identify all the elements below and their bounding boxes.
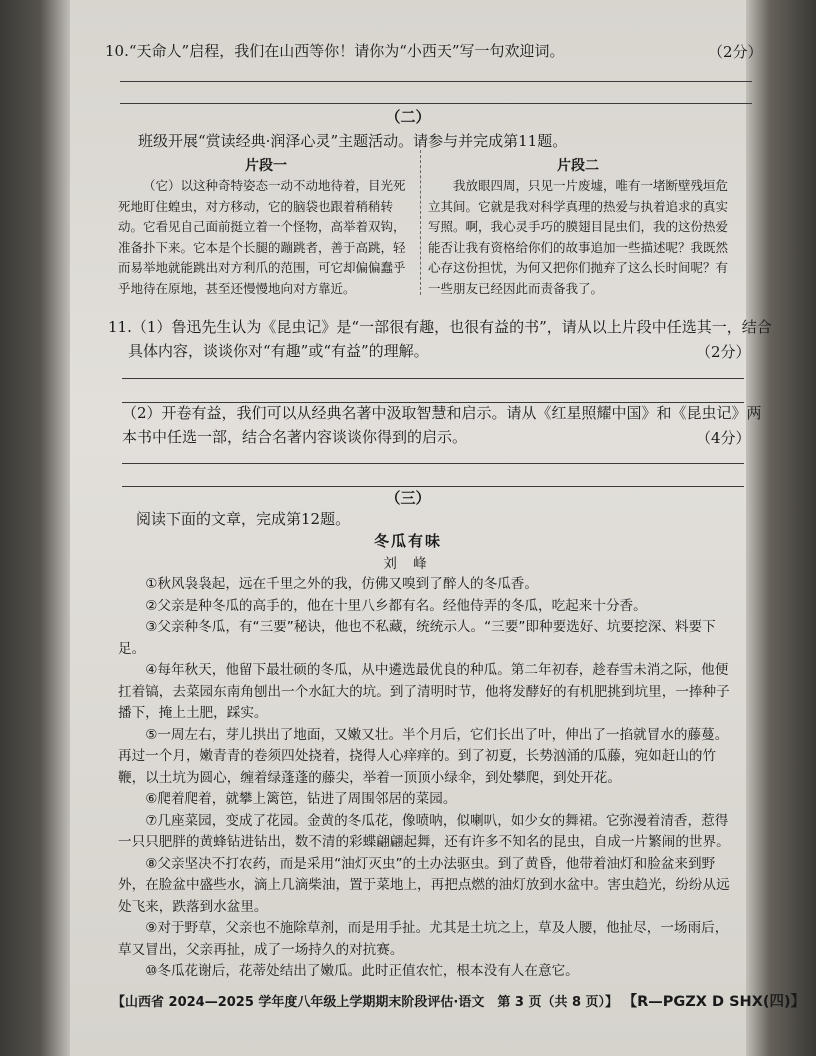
- question-11-part2-line1: （2）开卷有益，我们可以从经典名著中汲取智慧和启示。请从《红星照耀中国》和《昆虫记》两: [122, 404, 762, 422]
- answer-line: [122, 463, 744, 464]
- article-paragraph: ⑨对于野草，父亲也不施除草剂，而是用手扯。尤其是土坑之上，草及人腰，他扯尽，一场雨后，草又冒出，父亲再扯，成了一场持久的对抗赛。: [118, 920, 729, 958]
- article-paragraph: ⑦几座菜园，变成了花园。金黄的冬瓜花，像喷呐，似喇叭，如少女的舞裙。它弥漫着清香，惹得一只只肥胖的黄蜂钻进钻出，数不清的彩蝶翩翩起舞，还有许多不知名的昆虫，自成一片繁闹的世界。: [118, 812, 730, 850]
- article-paragraph: ②父亲是种冬瓜的高手的，他在十里八乡都有名。经他侍弄的冬瓜，吃起来十分香。: [145, 597, 647, 614]
- footer-code: 【R—PGZX D SHX(四)】: [622, 994, 806, 1010]
- article-paragraph: ⑩冬瓜花谢后，花蒂处结出了嫩瓜。此时正值农忙，根本没有人在意它。: [145, 963, 579, 979]
- question-10-points: （2分）: [708, 43, 763, 61]
- answer-line: [120, 81, 752, 82]
- clip-1-title: 片段一: [245, 158, 287, 174]
- article-paragraph: ⑤一周左右，芽儿拱出了地面，又嫩又壮。半个月后，它们长出了叶，伸出了一掐就冒水的藤蔓。再过一个月，嫩青青的卷须四处挠着，挠得人心痒痒的。到了初夏，长势汹涌的瓜藤，宛如赶山的竹鞭，以土坑为圆心，缠着绿蓬蓬的藤尖，举着一顶顶小绿伞，到处攀爬，到处开花。: [118, 726, 729, 786]
- clip-1-text: （它）以这种奇特姿态一动不动地待着，目光死死地盯住蝗虫，对方移动，它的脑袋也跟着稍稍转动。它看见自己面前挺立着一个怪物，高举着双钩，准备扑下来。它本是个长腿的蹦跳者，善于高跳，轻而易举地就能跳出对方利爪的范围，可它却偏偏蠢乎乎地待在原地，甚至还慢慢地向对方靠近。: [118, 178, 406, 296]
- clip-2-text: 我放眼四周，只见一片废墟，唯有一堵断壁残垣危立其间。它就是我对科学真理的热爱与执着追求的真实写照。啊，我心灵手巧的膜翅目昆虫们，我的这份热爱能否让我有资格给你们的故事追加一些描述呢？我既然心存这份担忧，为何又把你们抛弃了这么长时间呢？有一些朋友已经因此而责备我了。: [428, 178, 729, 296]
- article-paragraph: ⑧父亲坚决不打农药，而是采用“油灯灭虫”的土办法驱虫。到了黄昏，他带着油灯和脸盆来到野外，在脸盆中盛些水，滴上几滴柴油，置于菜地上，再把点燃的油灯放到水盆中。害虫趋光，纷纷从远处飞来，跌落到水盆里。: [118, 855, 730, 915]
- clip-1-body: [118, 176, 414, 299]
- clip-2-body: [428, 176, 728, 299]
- question-11-part2-line2: 本书中任选一部，结合名著内容谈谈你得到的启示。: [122, 428, 468, 446]
- section-2-intro: 班级开展“赏读经典·润泽心灵”主题活动。请参与并完成第11题。: [138, 132, 568, 150]
- clip-2-title: 片段二: [557, 158, 599, 174]
- question-11-part2-points: （4分）: [696, 429, 751, 447]
- page-footer: [112, 990, 805, 1011]
- question-11-part1-points: （2分）: [696, 343, 751, 361]
- answer-line: [120, 103, 752, 104]
- section-3-intro: 阅读下面的文章，完成第12题。: [136, 510, 351, 528]
- question-11-part1-line2: 具体内容，谈谈你对“有趣”或“有益”的理解。: [128, 342, 429, 360]
- question-10-text: 10.“天命人”启程，我们在山西等你！请你为“小西天”写一句欢迎词。: [105, 42, 565, 60]
- article-paragraph: ④每年秋天，他留下最壮硕的冬瓜，从中遴选最优良的种瓜。第二年初春，趁春雪未消之际，他便扛着镐，去菜园东南角刨出一个水缸大的坑。到了清明时节，他将发酵好的有机肥挑到坑里，一捧种子播下，掩上土肥，踩实。: [118, 662, 730, 721]
- article-paragraph: ①秋风袅袅起，远在千里之外的我，仿佛又嗅到了醉人的冬瓜香。: [145, 576, 538, 592]
- answer-line: [122, 378, 744, 379]
- section-2-header: （二）: [385, 108, 431, 126]
- clip-divider: [420, 150, 421, 295]
- article-paragraph: ⑥爬着爬着，就攀上篱笆，钻进了周围邻居的菜园。: [145, 791, 457, 807]
- section-3-header: （三）: [385, 489, 431, 507]
- article-paragraph: ③父亲种冬瓜，有“三要”秘诀，他也不私藏，统统示人。“三要”即种要选好、坑要挖深、料要下足。: [118, 619, 716, 657]
- article-author: 刘 峰: [383, 556, 433, 572]
- article-body: [118, 574, 740, 983]
- footer-exam-info: 【山西省 2024—2025 学年度八年级上学期期末阶段评估·语文 第 3 页（共 8 页）】: [112, 995, 619, 1010]
- question-11-part1-line1: 11.（1）鲁迅先生认为《昆虫记》是“一部很有趣，也很有益的书”，请从以上片段中任选其一，结合: [108, 318, 772, 336]
- article-title: 冬瓜有味: [373, 532, 442, 550]
